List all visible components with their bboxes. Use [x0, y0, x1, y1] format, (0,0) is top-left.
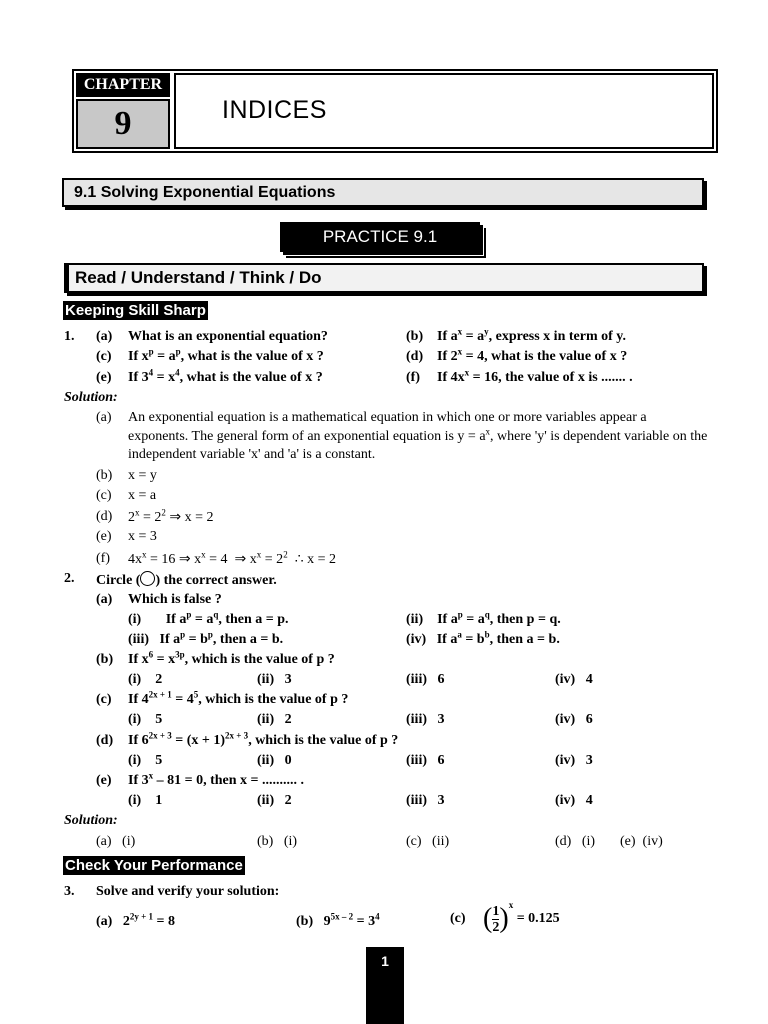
sol1c-label: (c)	[96, 488, 112, 503]
chapter-title: INDICES	[222, 96, 327, 124]
q2b-text: If $x^6 = x^{3p}$, which is the value of p ?	[128, 649, 335, 667]
chapter-number: 9	[76, 99, 170, 149]
sol1b-text: x = y	[128, 468, 157, 483]
q3a: (a) $2^{2y + 1} = 8$	[96, 911, 175, 929]
q2d-opt3: (iii) 6	[406, 753, 445, 768]
q2e-opt3: (iii) 3	[406, 793, 445, 808]
skill-tag: Keeping Skill Sharp	[65, 302, 206, 319]
q1e-text: If $3^4 = x^4$, what is the value of x ?	[128, 367, 323, 385]
sol1b-label: (b)	[96, 468, 113, 483]
sol2e: (e) (iv)	[620, 834, 663, 849]
circle-icon	[140, 571, 155, 586]
sol1d-label: (d)	[96, 509, 113, 524]
q2a-opt1: (i) If $a^p = a^q$, then a = p.	[128, 609, 289, 627]
q2a-opt3: (iii) If $a^p = b^p$, then a = b.	[128, 629, 284, 647]
sol2c: (c) (ii)	[406, 834, 450, 849]
performance-tag: Check Your Performance	[65, 857, 243, 874]
q1d-label: (d)	[406, 349, 424, 364]
q2b-opt4: (iv) 4	[555, 672, 593, 687]
sol1e-label: (e)	[96, 529, 112, 544]
q1d-text: If $2^x = 4$, what is the value of x ?	[437, 346, 628, 364]
sol1e-text: x = 3	[128, 529, 157, 544]
q2e-text: If 3$^x$ – 81 = 0, then x = .......... .	[128, 770, 305, 788]
sol2a: (a) (i)	[96, 834, 136, 849]
q2a-text: Which is false ?	[128, 592, 222, 607]
chapter-label: CHAPTER	[76, 73, 170, 97]
q2d-opt1: (i) 5	[128, 753, 163, 768]
sol1a-label: (a)	[96, 410, 112, 425]
q2d-label: (d)	[96, 733, 114, 748]
q2d-opt2: (ii) 0	[257, 753, 292, 768]
q2b-opt1: (i) 2	[128, 672, 163, 687]
q1b-label: (b)	[406, 329, 424, 344]
q2b-opt3: (iii) 6	[406, 672, 445, 687]
q2a-label: (a)	[96, 592, 113, 607]
q3-number: 3.	[64, 884, 75, 899]
q2c-text: If $4^{2x + 1} = 4^5$, which is the value of p ?	[128, 689, 349, 707]
q1c-label: (c)	[96, 349, 112, 364]
q2d-opt4: (iv) 3	[555, 753, 593, 768]
q3-title: Solve and verify your solution:	[96, 884, 280, 899]
q1a-text: What is an exponential equation?	[128, 329, 328, 344]
q2c-opt1: (i) 5	[128, 712, 163, 727]
q2-number: 2.	[64, 571, 75, 586]
q2c-opt3: (iii) 3	[406, 712, 445, 727]
q2e-opt2: (ii) 2	[257, 793, 292, 808]
q1-number: 1.	[64, 329, 75, 344]
q1f-text: If $4x^x = 16$, the value of x is ....... .	[437, 367, 633, 385]
sol2d: (d) (i)	[555, 834, 596, 849]
q1c-text: If $x^p = a^p$, what is the value of x ?	[128, 346, 324, 364]
q1e-label: (e)	[96, 370, 112, 385]
solution-label-1: Solution:	[64, 390, 118, 405]
rutd-label: Read / Understand / Think / Do	[75, 268, 322, 287]
q2e-opt4: (iv) 4	[555, 793, 593, 808]
q2a-opt2: (ii) If $a^p = a^q$, then p = q.	[406, 609, 561, 627]
sol2b: (b) (i)	[257, 834, 298, 849]
section-title: 9.1 Solving Exponential Equations	[74, 184, 336, 201]
q1b-text: If $a^x = a^y$, express x in term of y.	[437, 326, 626, 344]
sol1f-text: $4x^x = 16$ ⇒ $x^x = 4$ ⇒ $x^x = 2^2$ ∴ x = 2	[128, 549, 336, 567]
q2c-opt2: (ii) 2	[257, 712, 292, 727]
sol1a-text: An exponential equation is a mathematical equation in which one or more variables appear a exponents. The general form of an exponential equation is $y = a^x$, where 'y' is dependent variable on the independent variable 'x' and 'a' is a constant.	[128, 410, 708, 462]
q2b-opt2: (ii) 3	[257, 672, 292, 687]
q1a-label: (a)	[96, 329, 113, 344]
q2e-opt1: (i) 1	[128, 793, 163, 808]
q2b-label: (b)	[96, 652, 114, 667]
q3c: (c) ( $\frac{1}{2}$ )$^x$ = 0.125	[450, 900, 560, 935]
q1f-label: (f)	[406, 370, 420, 385]
sol1d-text: $2^x = 2^2$ ⇒ x = 2	[128, 507, 214, 525]
page-number: 1	[366, 947, 404, 1024]
q2a-opt4: (iv) If $a^a = b^b$, then a = b.	[406, 629, 560, 647]
sol1f-label: (f)	[96, 551, 110, 566]
solution-label-2: Solution:	[64, 813, 118, 828]
q2-title: Circle ( ) the correct answer.	[96, 573, 277, 588]
q2d-text: If $6^{2x + 3} = (x + 1)^{2x + 3}$, which is the value of p ?	[128, 730, 399, 748]
q3b: (b) $9^{5x - 2} = 3^4$	[296, 911, 380, 929]
q2c-label: (c)	[96, 692, 112, 707]
q2c-opt4: (iv) 6	[555, 712, 593, 727]
q2e-label: (e)	[96, 773, 112, 788]
practice-label: PRACTICE 9.1	[280, 222, 480, 252]
sol1c-text: x = a	[128, 488, 157, 503]
